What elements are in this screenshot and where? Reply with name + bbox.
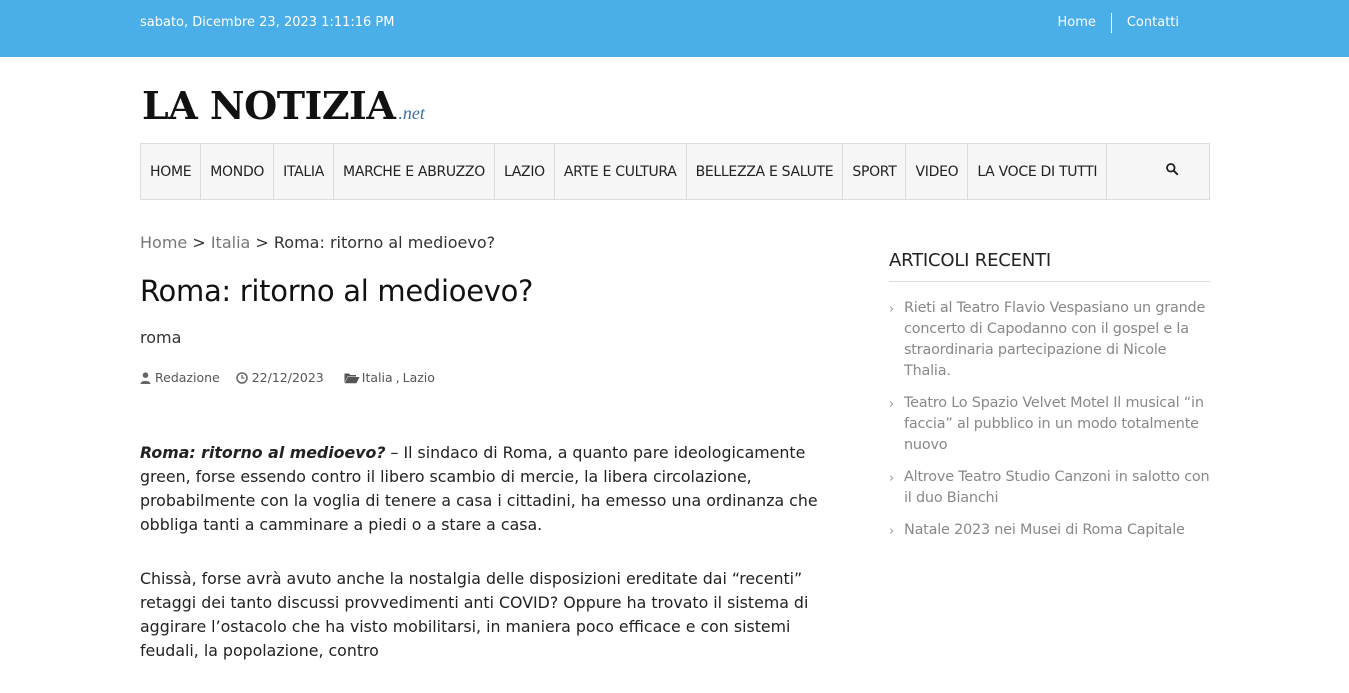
recent-article-link[interactable]: Altrove Teatro Studio Canzoni in salotto con il duo Bianchi [904, 469, 1210, 506]
folder-open-icon [344, 372, 360, 384]
article-paragraph: Chissà, forse avrà avuto anche la nostalgia delle disposizioni ereditate dai “recenti” retaggi dei tanto discussi provvedimenti anti COVID? Oppure ha trovato il sistema di aggirare l’ostacolo che ha visto mobilitarsi, in maniera poco efficace e con sistemi feudali, la popolazione, contro [140, 569, 809, 660]
nav-item-italia[interactable]: ITALIA [274, 144, 334, 199]
meta-date [236, 370, 324, 385]
breadcrumb [140, 233, 495, 252]
article-paragraph-text: – Il sindaco di Roma, a quanto pare ideologicamente green, forse essendo contro il libero scambio di mercie, la libera circolazione, probabilmente con la voglia di tenere a casa i cittadini, ha emesso una ordinanza che obbliga tanti a camminare a piedi o a stare a casa. [140, 443, 818, 534]
nav-item-marche-abruzzo[interactable]: MARCHE E ABRUZZO [334, 144, 495, 199]
nav-item-sport[interactable]: SPORT [843, 144, 906, 199]
logo-ext-text: .net [398, 103, 425, 123]
nav-item-mondo[interactable]: MONDO [201, 144, 274, 199]
site-logo[interactable] [142, 83, 425, 128]
article-tag[interactable]: roma [140, 328, 182, 347]
recent-article-link[interactable]: Teatro Lo Spazio Velvet Motel Il musical “in faccia” al pubblico in un modo totalmente nuovo [904, 395, 1204, 453]
user-icon [140, 372, 151, 384]
category-separator: , [395, 370, 400, 385]
publish-date: 22/12/2023 [251, 370, 324, 385]
breadcrumb-italia[interactable]: Italia [210, 233, 251, 252]
top-link-contatti[interactable]: Contatti [1126, 15, 1179, 30]
recent-articles-heading: ARTICOLI RECENTI [889, 250, 1210, 282]
logo-main-text: LA NOTIZIA [142, 83, 396, 128]
search-icon[interactable] [1165, 162, 1179, 176]
article-body [140, 441, 840, 693]
nav-item-lazio[interactable]: LAZIO [495, 144, 555, 199]
current-date: sabato, Dicembre 23, 2023 1:11:16 PM [140, 15, 395, 30]
top-links [1042, 13, 1194, 33]
article-paragraph [140, 441, 840, 537]
article-lead: Roma: ritorno al medioevo? [140, 443, 386, 462]
recent-article-link[interactable]: Rieti al Teatro Flavio Vespasiano un grande concerto di Capodanno con il gospel e la straordinaria partecipazione di Nicole Thalia. [904, 300, 1206, 379]
recent-article-item[interactable] [889, 298, 1210, 382]
category-link-italia[interactable]: Italia [361, 370, 393, 385]
top-link-home[interactable]: Home [1057, 15, 1096, 30]
top-bar [0, 0, 1349, 57]
meta-categories [344, 370, 435, 385]
nav-item-voce-di-tutti[interactable]: LA VOCE DI TUTTI [968, 144, 1107, 199]
breadcrumb-separator: > [250, 233, 274, 252]
breadcrumb-current: Roma: ritorno al medioevo? [273, 233, 496, 252]
author-name[interactable]: Redazione [155, 370, 220, 385]
chevron-right-icon: › [889, 397, 894, 412]
nav-item-bellezza-salute[interactable]: BELLEZZA E SALUTE [687, 144, 844, 199]
chevron-right-icon: › [889, 524, 894, 539]
nav-item-arte-cultura[interactable]: ARTE E CULTURA [555, 144, 687, 199]
sidebar [889, 250, 1210, 552]
chevron-right-icon: › [889, 471, 894, 486]
clock-icon [236, 372, 248, 384]
recent-article-item[interactable] [889, 393, 1210, 456]
category-link-lazio[interactable]: Lazio [402, 370, 435, 385]
main-nav [140, 143, 1210, 200]
recent-article-link[interactable]: Natale 2023 nei Musei di Roma Capitale [904, 522, 1185, 538]
recent-article-item[interactable] [889, 520, 1210, 541]
article-meta [140, 370, 435, 385]
nav-item-video[interactable]: VIDEO [906, 144, 968, 199]
article-title: Roma: ritorno al medioevo? [140, 274, 534, 308]
recent-articles-list [889, 298, 1210, 541]
nav-item-home[interactable]: HOME [141, 144, 201, 199]
meta-author [140, 370, 220, 385]
chevron-right-icon: › [889, 302, 894, 317]
recent-article-item[interactable] [889, 467, 1210, 509]
breadcrumb-separator: > [187, 233, 211, 252]
breadcrumb-home[interactable]: Home [140, 233, 188, 252]
